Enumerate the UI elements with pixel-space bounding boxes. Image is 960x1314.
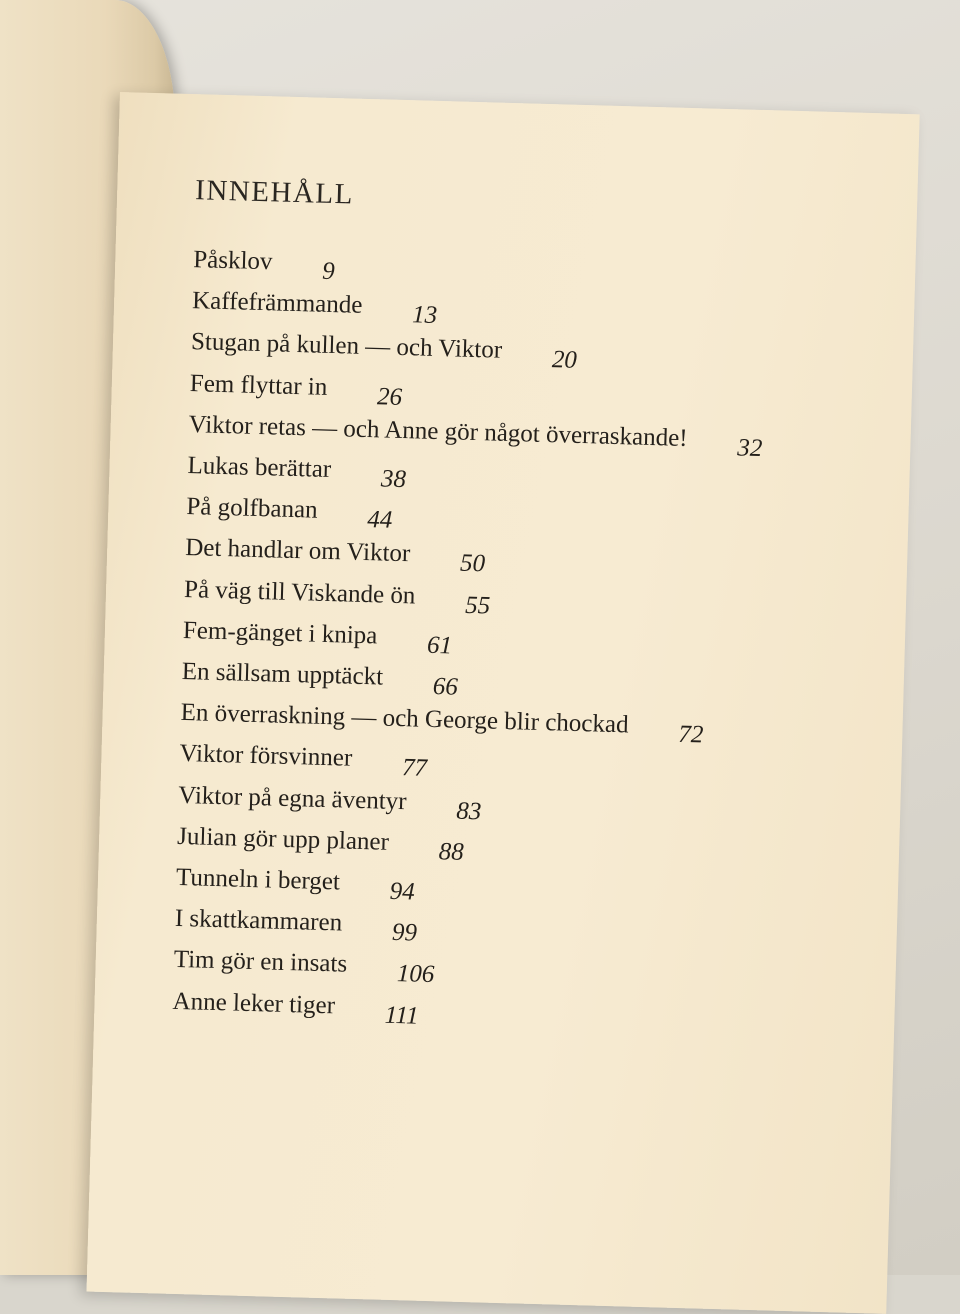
toc-entry-page-number: 66 [432, 672, 459, 701]
toc-entry [188, 410, 763, 462]
toc-entry [173, 946, 435, 989]
toc-entry-page-number: 88 [438, 837, 465, 866]
contents-heading: INNEHÅLL [194, 174, 355, 211]
toc-entry-page-number: 111 [384, 1001, 419, 1030]
toc-entry-title: Lukas berättar [187, 452, 332, 484]
toc-entry-title: Fem flyttar in [189, 369, 328, 401]
toc-entry-title: Julian gör upp planer [176, 822, 390, 856]
toc-entry-title: Viktor försvinner [179, 740, 353, 773]
toc-entry-page-number: 83 [455, 797, 482, 825]
toc-entry-page-number: 61 [426, 631, 453, 660]
toc-entry-page-number: 20 [551, 346, 578, 375]
toc-entry [178, 781, 482, 825]
toc-entry-title: Viktor retas — och Anne gör något överraskande! [188, 410, 688, 452]
toc-entry-title: Påsklov [192, 246, 273, 276]
toc-entry-title: Viktor på egna äventyr [178, 781, 407, 815]
toc-entry-page-number: 72 [677, 721, 704, 749]
toc-entry-title: Stugan på kullen — och Viktor [190, 328, 503, 365]
toc-entry-page-number: 50 [459, 550, 486, 578]
toc-entry [190, 328, 578, 375]
toc-entry [184, 534, 486, 578]
contents-page [86, 92, 919, 1314]
toc-entry-page-number: 13 [411, 301, 438, 330]
toc-entry-title: En sällsam upptäckt [181, 657, 384, 691]
toc-entry-page-number: 38 [380, 465, 407, 494]
toc-entry [176, 822, 465, 866]
toc-entry [180, 699, 704, 749]
toc-entry-title: Tunneln i berget [175, 863, 341, 896]
toc-entry-title: På golfbanan [186, 493, 318, 524]
toc-entry-title: Tim gör en insats [173, 946, 348, 979]
toc-entry [175, 863, 416, 906]
toc-entry-title: Det handlar om Viktor [184, 534, 411, 568]
toc-entry [192, 246, 336, 286]
table-of-contents [86, 92, 919, 1314]
toc-entry-page-number: 55 [464, 591, 491, 620]
toc-entry-page-number: 77 [401, 754, 428, 783]
toc-entry-page-number: 9 [321, 257, 336, 286]
toc-entry-page-number: 44 [366, 506, 393, 534]
toc-entry-page-number: 26 [376, 382, 403, 411]
toc-entry [174, 905, 418, 947]
toc-entry [179, 740, 428, 783]
toc-entry-title: I skattkammaren [174, 905, 343, 937]
toc-entry [186, 493, 393, 534]
toc-entry-page-number: 32 [736, 434, 763, 462]
toc-entry [181, 657, 459, 701]
toc-entry-title: Anne leker tiger [172, 987, 336, 1019]
toc-entry-title: En överraskning — och George blir chockad [180, 699, 629, 739]
toc-entry-page-number: 94 [389, 877, 416, 906]
toc-entry-title: På väg till Viskande ön [183, 575, 416, 610]
toc-entry-page-number: 99 [391, 919, 418, 947]
toc-entry [183, 575, 491, 620]
toc-entry [182, 616, 453, 660]
toc-entry [187, 452, 407, 494]
toc-entry-title: Fem-gänget i knipa [182, 616, 378, 650]
toc-entry [191, 287, 438, 330]
toc-entry-title: Kaffefrämmande [191, 287, 363, 320]
toc-entry-page-number: 106 [396, 960, 435, 989]
toc-entry [189, 369, 403, 411]
toc-entry [172, 987, 419, 1030]
